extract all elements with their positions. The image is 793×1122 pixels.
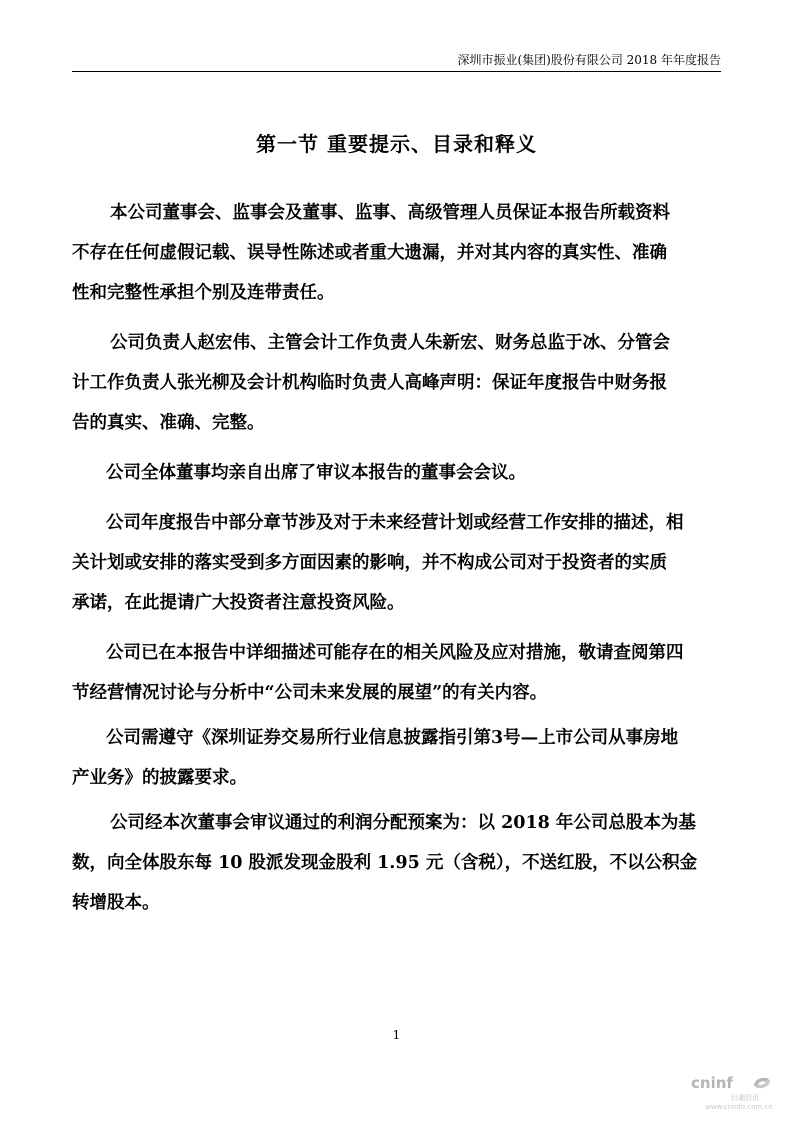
- paragraph-line: 公司负责人赵宏伟、主管会计工作负责人朱新宏、财务总监于冰、分管会: [110, 333, 670, 353]
- paragraph-line: 公司需遵守《深圳证券交易所行业信息披露指引第3号—上市公司从事房地: [106, 728, 679, 748]
- paragraph-officer-statement: [72, 323, 722, 443]
- cninfo-logo-icon: [751, 1074, 773, 1092]
- paragraph-disclosure-guideline: [72, 718, 722, 798]
- paragraph-line: 计工作负责人张光柳及会计机构临时负责人高峰声明：保证年度报告中财务报: [72, 373, 667, 393]
- paragraph-line: 产业务》的披露要求。: [72, 768, 247, 788]
- paragraph-board-attendance: [72, 453, 722, 493]
- paragraph-line: 关计划或安排的落实受到多方面因素的影响，并不构成公司对于投资者的实质: [72, 553, 667, 573]
- paragraph-line: 本公司董事会、监事会及董事、监事、高级管理人员保证本报告所载资料: [110, 203, 670, 223]
- paragraph-responsibility: [72, 193, 722, 313]
- paragraph-line: 节经营情况讨论与分析中“公司未来发展的展望”的有关内容。: [72, 683, 548, 703]
- watermark-brand-cn: 巨潮资讯: [731, 1094, 759, 1102]
- section-title: 第一节 重要提示、目录和释义: [256, 132, 537, 156]
- paragraph-line: 不存在任何虚假记载、误导性陈述或者重大遗漏，并对其内容的真实性、准确: [72, 243, 667, 263]
- paragraph-line: 转增股本。: [72, 893, 160, 913]
- paragraph-profit-distribution: [72, 803, 722, 923]
- paragraph-line: 公司全体董事均亲自出席了审议本报告的董事会会议。: [106, 463, 526, 483]
- watermark-brand: cninf: [691, 1074, 733, 1092]
- paragraph-forward-looking: [72, 503, 722, 623]
- paragraph-line: 公司经本次董事会审议通过的利润分配预案为：以 2018 年公司总股本为基: [110, 813, 696, 833]
- paragraph-line: 公司年度报告中部分章节涉及对于未来经营计划或经营工作安排的描述，相: [106, 513, 684, 533]
- header-divider: [72, 71, 721, 72]
- paragraph-line: 告的真实、准确、完整。: [72, 413, 265, 433]
- cninfo-watermark: [691, 1072, 773, 1112]
- paragraph-line: 数，向全体股东每 10 股派发现金股利 1.95 元（含税），不送红股，不以公积金: [72, 853, 698, 873]
- paragraph-line: 性和完整性承担个别及连带责任。: [72, 283, 335, 303]
- paragraph-line: 公司已在本报告中详细描述可能存在的相关风险及应对措施，敬请查阅第四: [106, 643, 684, 663]
- paragraph-line: 承诺，在此提请广大投资者注意投资风险。: [72, 593, 405, 613]
- report-header-title: 深圳市振业(集团)股份有限公司 2018 年年度报告: [457, 53, 721, 67]
- watermark-url: www.cninfo.com.cn: [705, 1103, 773, 1111]
- page-number: 1: [392, 1028, 401, 1042]
- paragraph-risk-notice: [72, 633, 722, 713]
